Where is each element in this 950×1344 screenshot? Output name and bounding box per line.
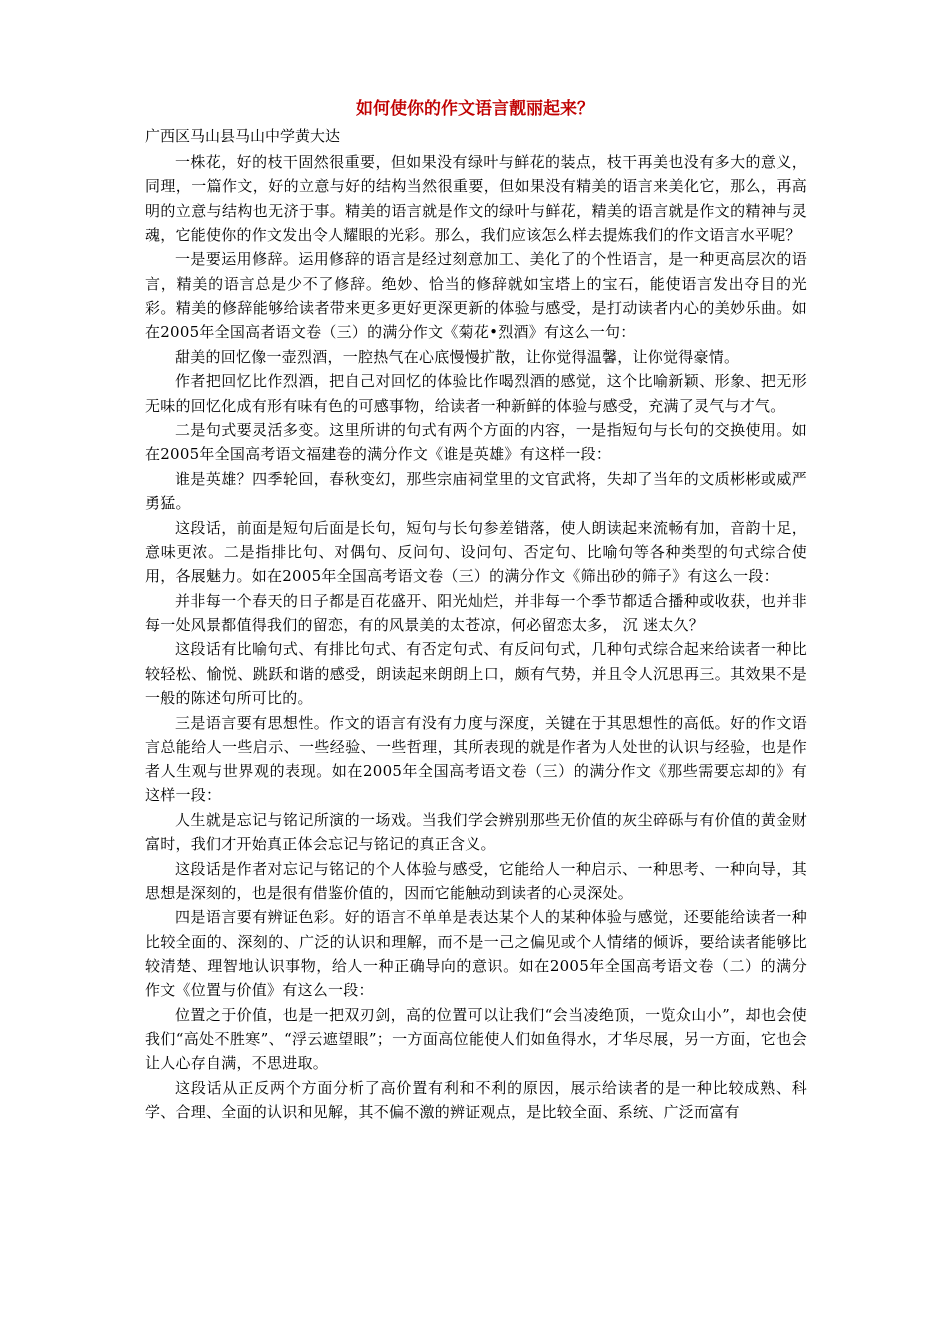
quote-paragraph: 并非每一个春天的日子都是百花盛开、阳光灿烂，并非每一个季节都适合播种或收获，也并非每一处风景都值得我们的留恋，有的风景美的太苍凉，何必留恋太多， 沉 迷太久？ bbox=[145, 591, 807, 634]
paragraph: 二是句式要灵活多变。这里所讲的句式有两个方面的内容，一是指短句与长句的交换使用。如在2005年全国高考语文福建卷的满分作文《谁是英雄》有这样一段： bbox=[145, 421, 807, 464]
paragraph: 四是语言要有辨证色彩。好的语言不单单是表达某个人的某种体验与感觉，还要能给读者一种比较全面的、深刻的、广泛的认识和理解，而不是一己之偏见或个人情绪的倾诉，要给读者能够比较清楚、理智地认识事物，给人一种正确导向的意识。如在2005年全国高考语文卷（二）的满分作文《位置与价值》有这么一段： bbox=[145, 908, 807, 1000]
paragraph: 一株花，好的枝干固然很重要，但如果没有绿叶与鲜花的装点，枝干再美也没有多大的意义，同理，一篇作文，好的立意与好的结构当然很重要，但如果没有精美的语言来美化它，那么，再高明的立意与结构也无济于事。精美的语言就是作文的绿叶与鲜花，精美的语言就是作文的精神与灵魂，它能使你的作文发出令人耀眼的光彩。那么，我们应该怎么样去提炼我们的作文语言水平呢？ bbox=[145, 153, 807, 244]
paragraph: 这段话从正反两个方面分析了高价置有利和不利的原因，展示给读者的是一种比较成熟、科学、合理、全面的认识和见解，其不偏不激的辨证观点，是比较全面、系统、广泛而富有 bbox=[145, 1078, 807, 1122]
paragraph: 作者把回忆比作烈酒，把自己对回忆的体验比作喝烈酒的感觉，这个比喻新颖、形象、把无形无味的回忆化成有形有味有色的可感事物，给读者一种新鲜的体验与感受，充满了灵气与才气。 bbox=[145, 372, 807, 415]
paragraph: 这段话有比喻句式、有排比句式、有否定句式、有反问句式，几种句式综合起来给读者一种比较轻松、愉悦、跳跃和谐的感受，朗读起来朗朗上口，颇有气势，并且令人沉思再三。其效果不是一般的陈述句所可比的。 bbox=[145, 640, 807, 708]
paragraph: 这段话是作者对忘记与铭记的个人体验与感受，它能给人一种启示、一种思考、一种向导，其思想是深刻的，也是很有借鉴价值的，因而它能触动到读者的心灵深处。 bbox=[145, 859, 807, 902]
quote-paragraph: 人生就是忘记与铭记所演的一场戏。当我们学会辨别那些无价值的灰尘碎砾与有价值的黄金财富时，我们才开始真正体会忘记与铭记的真正含义。 bbox=[145, 810, 807, 854]
paragraph: 一是要运用修辞。运用修辞的语言是经过刻意加工、美化了的个性语言，是一种更高层次的语言，精美的语言总是少不了修辞。绝妙、恰当的修辞就如宝塔上的宝石，能使语言发出夺目的光彩。精美的修辞能够给读者带来更多更好更深更新的体验与感受，是打动读者内心的美妙乐曲。如在2005年全国高者语文卷（三）的满分作文《菊花•烈酒》有这么一句： bbox=[145, 250, 807, 342]
quote-paragraph: 甜美的回忆像一壶烈酒，一腔热气在心底慢慢扩散，让你觉得温馨，让你觉得豪情。 bbox=[175, 347, 740, 366]
document-title: 如何使你的作文语言靓丽起来？ bbox=[356, 99, 594, 119]
paragraph: 这段话，前面是短句后面是长句，短句与长句参差错落，使人朗读起来流畅有加，音韵十足，意味更浓。二是指排比句、对偶句、反问句、设问句、否定句、比喻句等各种类型的句式综合使用，各展魅力。如在2005年全国高考语文卷（三）的满分作文《筛出砂的筛子》有这么一段： bbox=[145, 518, 807, 586]
author-line: 广西区马山县马山中学黄大达 bbox=[145, 127, 341, 145]
document-body bbox=[145, 150, 807, 1125]
quote-paragraph: 谁是英雄？四季轮回，春秋变幻，那些宗庙祠堂里的文官武将，失却了当年的文质彬彬或威严勇猛。 bbox=[145, 469, 807, 513]
paragraph: 三是语言要有思想性。作文的语言有没有力度与深度，关键在于其思想性的高低。好的作文语言总能给人一些启示、一些经验、一些哲理，其所表现的就是作者为人处世的认识与经验，也是作者人生观与世界观的表现。如在2005年全国高考语文卷（三）的满分作文《那些需要忘却的》有这样一段： bbox=[145, 713, 807, 805]
quote-paragraph: 位置之于价值，也是一把双刃剑，高的位置可以让我们“会当凌绝顶，一览众山小”，却也会使我们“高处不胜寒”、“浮云遮望眼”；一方面高位能使人们如鱼得水，才华尽展，另一方面，它也会让人心存自满，不思进取。 bbox=[145, 1005, 807, 1073]
